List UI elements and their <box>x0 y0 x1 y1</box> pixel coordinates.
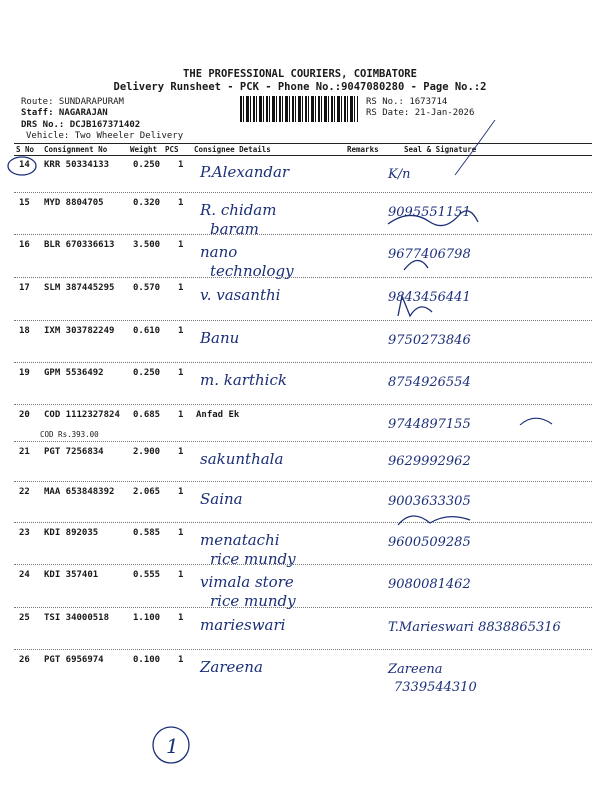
row-consignment-no: GPM 5536492 <box>44 368 104 378</box>
signature-handwriting: 9677406798 <box>388 247 471 262</box>
row-weight: 2.900 <box>133 447 161 457</box>
row-sno: 17 <box>19 283 30 293</box>
consignee-handwriting: v. vasanthi <box>200 286 281 304</box>
row-weight: 0.250 <box>133 368 161 378</box>
col-header-sno: S No <box>16 145 35 154</box>
consignee-handwriting: Saina <box>200 490 243 508</box>
row-pcs: 1 <box>178 613 184 623</box>
row-consignment-no: TSI 34000518 <box>44 613 110 623</box>
row-sno: 22 <box>19 487 30 497</box>
pen-stroke <box>455 120 495 175</box>
row-consignment-no: PGT 7256834 <box>44 447 104 457</box>
consignee-handwriting: rice mundy <box>210 592 296 610</box>
runsheet-title: Delivery Runsheet - PCK - Phone No.:9047080280 - Page No.:2 <box>113 81 487 93</box>
signature-scribble-17 <box>398 296 432 316</box>
signature-handwriting: 9744897155 <box>388 417 471 432</box>
signature-handwriting: 7339544310 <box>394 680 477 695</box>
consignee-handwriting: technology <box>210 262 294 280</box>
consignee-handwriting: rice mundy <box>210 550 296 568</box>
signature-handwriting: 9600509285 <box>388 535 471 550</box>
row-consignment-no: KRR 50334133 <box>44 160 110 170</box>
row-consignment-no: COD 1112327824 <box>44 410 120 420</box>
drs-number: DRS No.: DCJB167371402 <box>21 120 141 130</box>
row-consignment-no: PGT 6956974 <box>44 655 104 665</box>
signature-handwriting: Zareena <box>388 662 443 677</box>
circle-mark-14 <box>8 157 36 175</box>
signature-handwriting: 9003633305 <box>388 494 471 509</box>
signature-handwriting: 8754926554 <box>388 375 471 390</box>
row-consignment-no: KDI 892035 <box>44 528 99 538</box>
signature-handwriting: 9843456441 <box>388 290 471 305</box>
signature-scribble-22 <box>398 516 470 525</box>
row-pcs: 1 <box>178 570 184 580</box>
signature-handwriting: 9629992962 <box>388 454 471 469</box>
row-sno: 26 <box>19 655 30 665</box>
consignee-handwriting: baram <box>210 220 259 238</box>
consignee-handwriting: marieswari <box>200 616 286 634</box>
row-consignment-no: BLR 670336613 <box>44 240 115 250</box>
rs-date: RS Date: 21-Jan-2026 <box>366 108 475 118</box>
row-weight: 0.250 <box>133 160 161 170</box>
consignee-handwriting: nano <box>200 243 238 261</box>
row-pcs: 1 <box>178 283 184 293</box>
row-pcs: 1 <box>178 487 184 497</box>
row-consignment-no: IXM 303782249 <box>44 326 115 336</box>
row-consignee-name: Anfad Ek <box>196 410 240 420</box>
signature-scribble-20 <box>520 418 552 425</box>
row-sno: 18 <box>19 326 30 336</box>
row-weight: 0.570 <box>133 283 161 293</box>
route-label: Route: SUNDARAPURAM <box>21 97 124 107</box>
consignee-handwriting: menatachi <box>200 531 280 549</box>
rs-number: RS No.: 1673714 <box>366 97 448 107</box>
row-sno: 19 <box>19 368 30 378</box>
staff-label: Staff: NAGARAJAN <box>21 108 108 118</box>
consignee-handwriting: m. karthick <box>200 371 287 389</box>
row-pcs: 1 <box>178 160 184 170</box>
row-sno: 21 <box>19 447 30 457</box>
row-weight: 0.100 <box>133 655 161 665</box>
col-header-consignment: Consignment No <box>44 145 108 154</box>
col-header-remarks: Remarks <box>347 145 379 154</box>
row-weight: 0.610 <box>133 326 161 336</box>
row-weight: 2.065 <box>133 487 161 497</box>
row-sno: 23 <box>19 528 30 538</box>
signature-handwriting: T.Marieswari 8838865316 <box>388 620 561 635</box>
row-pcs: 1 <box>178 368 184 378</box>
row-sno: 16 <box>19 240 30 250</box>
row-weight: 0.320 <box>133 198 161 208</box>
row-pcs: 1 <box>178 326 184 336</box>
vehicle-label: Vehicle: Two Wheeler Delivery <box>26 131 184 141</box>
row-sno: 25 <box>19 613 30 623</box>
row-sno: 14 <box>19 160 30 170</box>
row-weight: 0.555 <box>133 570 161 580</box>
row-weight: 0.585 <box>133 528 161 538</box>
consignee-handwriting: Zareena <box>200 658 263 676</box>
company-title: THE PROFESSIONAL COURIERS, COIMBATORE <box>183 68 417 80</box>
row-pcs: 1 <box>178 447 184 457</box>
row-consignment-no: MYD 8804705 <box>44 198 104 208</box>
col-header-pcs: PCS <box>165 145 179 154</box>
row-cod-amount: COD Rs.393.00 <box>40 430 99 439</box>
consignee-handwriting: Banu <box>200 329 240 347</box>
row-weight: 1.100 <box>133 613 161 623</box>
page-mark-digit: 1 <box>166 734 179 758</box>
consignee-handwriting: R. chidam <box>200 201 277 219</box>
row-consignment-no: KDI 357401 <box>44 570 99 580</box>
row-pcs: 1 <box>178 655 184 665</box>
row-pcs: 1 <box>178 198 184 208</box>
col-header-signature: Seal & Signature <box>404 145 477 154</box>
consignee-handwriting: vimala store <box>200 573 294 591</box>
row-pcs: 1 <box>178 410 184 420</box>
consignee-handwriting: P.Alexandar <box>200 163 290 181</box>
signature-handwriting: K/n <box>388 167 411 182</box>
signature-handwriting: 9095551151 <box>388 205 471 220</box>
signature-scribble-15 <box>388 211 478 226</box>
row-pcs: 1 <box>178 240 184 250</box>
row-weight: 0.685 <box>133 410 161 420</box>
row-sno: 15 <box>19 198 30 208</box>
row-consignment-no: SLM 387445295 <box>44 283 115 293</box>
consignee-handwriting: sakunthala <box>200 450 284 468</box>
row-weight: 3.500 <box>133 240 161 250</box>
signature-handwriting: 9080081462 <box>388 577 471 592</box>
row-sno: 20 <box>19 410 30 420</box>
row-pcs: 1 <box>178 528 184 538</box>
signature-scribble-16 <box>404 260 428 270</box>
col-header-consignee: Consignee Details <box>194 145 271 154</box>
row-sno: 24 <box>19 570 30 580</box>
signature-handwriting: 9750273846 <box>388 333 471 348</box>
col-header-weight: Weight <box>130 145 158 154</box>
row-consignment-no: MAA 653848392 <box>44 487 115 497</box>
